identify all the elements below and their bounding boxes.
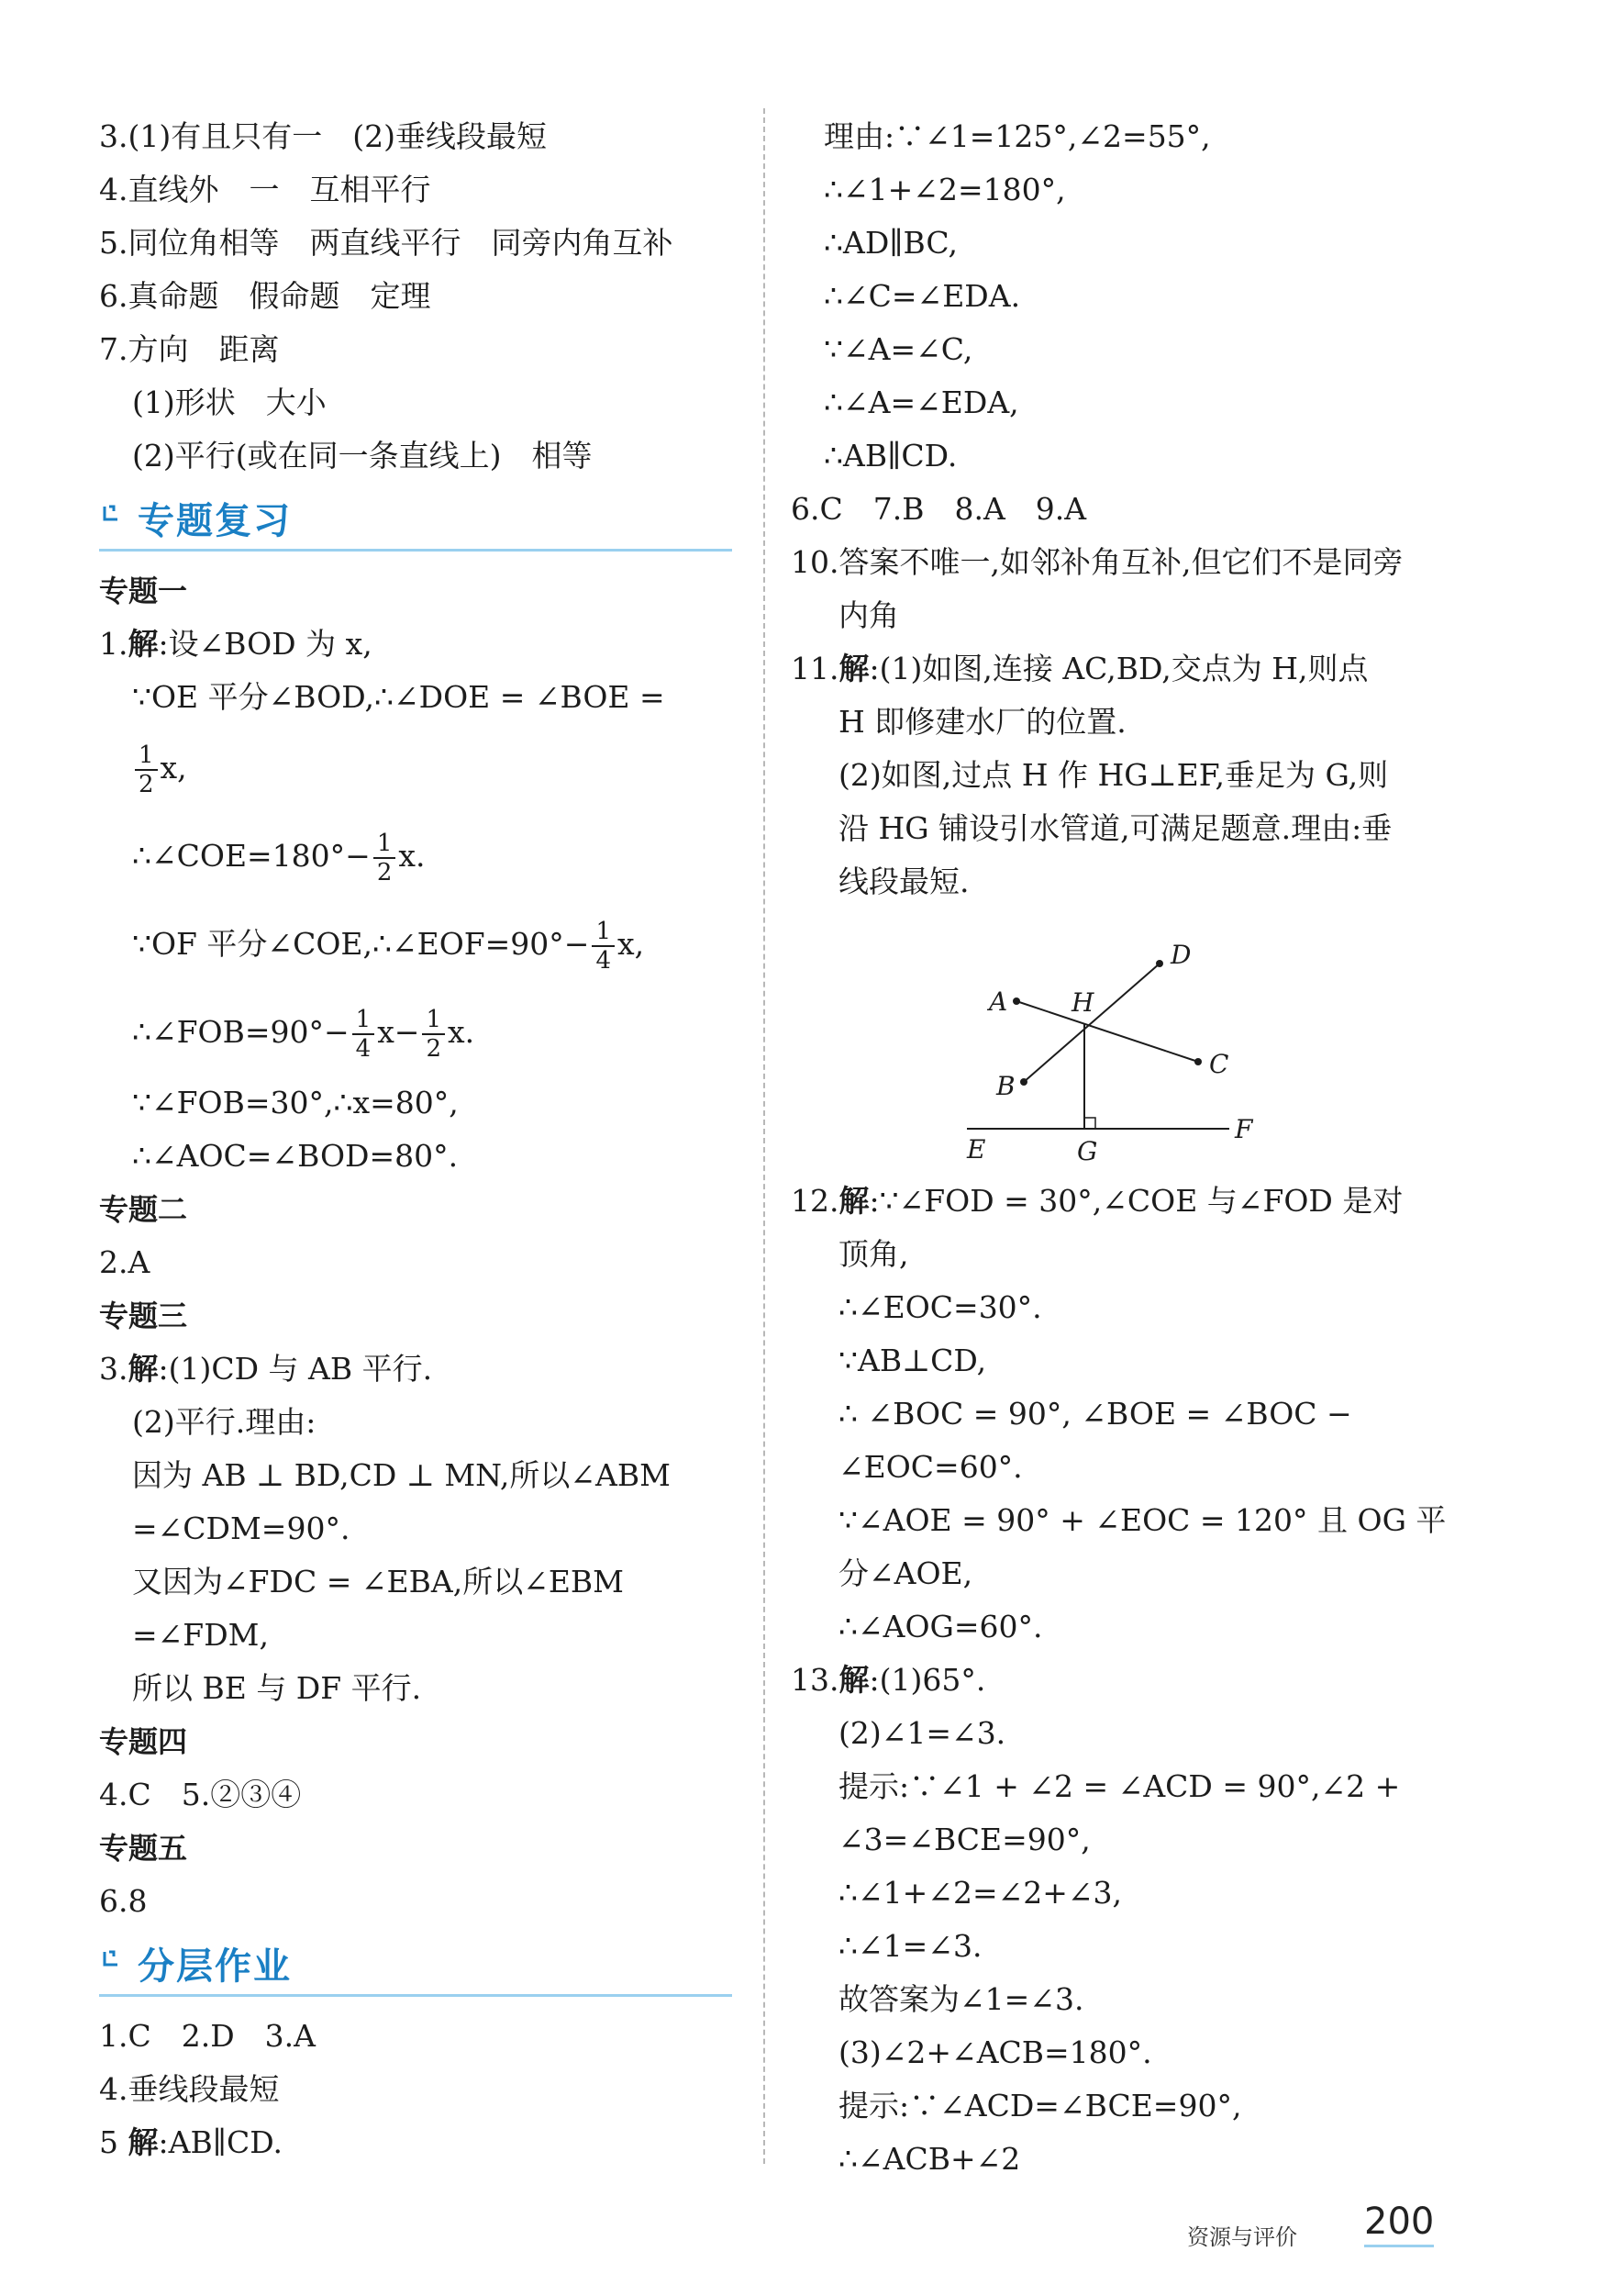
solution-label: 解 xyxy=(838,1662,870,1698)
solution-line: ∠3=∠BCE=90°, xyxy=(838,1822,1091,1857)
label-h: H xyxy=(1072,987,1094,1018)
solution-line: 理由:∵∠1=125°,∠2=55°, xyxy=(824,118,1211,154)
right-angle-mark xyxy=(1084,1118,1095,1129)
solution-line: 13.解:(1)65°. xyxy=(791,1662,986,1698)
fraction: $\frac{1}{2}$ xyxy=(422,1006,445,1063)
answer-line: 2.A xyxy=(99,1244,150,1280)
topic-heading: 专题一 xyxy=(99,574,188,608)
solution-label: 解 xyxy=(128,1351,159,1387)
answer-line: 7.方向 距离 xyxy=(99,331,280,367)
topic-heading: 专题四 xyxy=(99,1724,188,1759)
section-marker-icon xyxy=(103,1950,119,1967)
answer-line: 3.(1)有且只有一 (2)垂线段最短 xyxy=(99,118,547,154)
solution-line: ∴∠AOC=∠BOD=80°. xyxy=(132,1138,459,1174)
solution-line: 线段最短. xyxy=(838,864,970,899)
solution-line: =∠FDM, xyxy=(132,1617,269,1653)
answer-line: 6.C 7.B 8.A 9.A xyxy=(791,491,1087,527)
solution-label: 解 xyxy=(838,1183,870,1219)
solution-line: 1.解:设∠BOD 为 x, xyxy=(99,626,372,662)
topic-heading: 专题五 xyxy=(99,1831,188,1866)
solution-line: ∴∠1+∠2=180°, xyxy=(824,172,1066,207)
answer-line: 1.C 2.D 3.A xyxy=(99,2018,316,2054)
answer-line: 10.答案不唯一,如邻补角互补,但它们不是同旁 xyxy=(791,544,1404,580)
solution-line: ∴∠A=∠EDA, xyxy=(824,385,1019,420)
solution-line: 沿 HG 铺设引水管道,可满足题意.理由:垂 xyxy=(838,810,1393,846)
solution-line: ∵OE 平分∠BOD,∴∠DOE = ∠BOE = xyxy=(132,679,665,715)
topic-heading: 专题二 xyxy=(99,1192,188,1227)
solution-line: 5 解:AB∥CD. xyxy=(99,2124,283,2160)
fraction: $\frac{1}{4}$ xyxy=(592,918,615,975)
label-e: E xyxy=(967,1134,986,1165)
label-g: G xyxy=(1077,1136,1098,1166)
solution-line: ∴∠COE=180°− $\frac{1}{2}$ x. xyxy=(132,830,426,886)
point-d xyxy=(1156,960,1163,967)
solution-line: 11.解:(1)如图,连接 AC,BD,交点为 H,则点 xyxy=(791,651,1369,686)
solution-line: (2)平行.理由: xyxy=(132,1404,316,1440)
solution-line: ∴∠ACB+∠2 xyxy=(838,2141,1021,2177)
answer-line: 4.C 5.②③④ xyxy=(99,1777,302,1812)
solution-line: ∵OF 平分∠COE,∴∠EOF=90°− $\frac{1}{4}$ x, xyxy=(132,918,645,975)
label-d: D xyxy=(1171,940,1192,970)
section-header-homework xyxy=(99,1934,732,1997)
topic-heading: 专题三 xyxy=(99,1298,188,1333)
label-f: F xyxy=(1235,1114,1253,1144)
solution-line: (2)∠1=∠3. xyxy=(838,1715,1006,1751)
page-number: 200 xyxy=(1364,2201,1434,2247)
answer-line: 4.垂线段最短 xyxy=(99,2071,280,2107)
right-column xyxy=(791,110,1447,2186)
solution-line: ∴∠AOG=60°. xyxy=(838,1609,1043,1644)
answer-line: 6.8 xyxy=(99,1883,148,1919)
solution-line: 顶角, xyxy=(838,1236,909,1272)
solution-line: ∴∠EOC=30°. xyxy=(838,1289,1042,1325)
answer-line: (2)平行(或在同一条直线上) 相等 xyxy=(132,438,593,474)
section-marker-icon xyxy=(103,505,119,521)
solution-line: 12.解:∵∠FOD = 30°,∠COE 与∠FOD 是对 xyxy=(791,1183,1404,1219)
solution-label: 解 xyxy=(838,651,870,686)
section-title: 分层作业 xyxy=(138,1945,292,1988)
solution-line: 又因为∠FDC = ∠EBA,所以∠EBM xyxy=(132,1564,624,1599)
label-b: B xyxy=(996,1071,1016,1101)
solution-line: 提示:∵∠1 + ∠2 = ∠ACD = 90°,∠2 + xyxy=(838,1768,1401,1804)
solution-line: ∵AB⊥CD, xyxy=(838,1343,987,1378)
solution-line: =∠CDM=90°. xyxy=(132,1510,350,1546)
column-divider xyxy=(763,108,765,2164)
solution-line: ∵∠FOB=30°,∴x=80°, xyxy=(132,1085,459,1120)
geometry-diagram xyxy=(791,908,1433,1175)
solution-line: ∵∠AOE = 90° + ∠EOC = 120° 且 OG 平 xyxy=(838,1502,1447,1538)
solution-line: (3)∠2+∠ACB=180°. xyxy=(838,2034,1152,2070)
solution-label: 解 xyxy=(128,2124,159,2160)
point-b xyxy=(1020,1078,1027,1086)
solution-line: 提示:∵∠ACD=∠BCE=90°, xyxy=(838,2088,1242,2123)
answer-line: 6.真命题 假命题 定理 xyxy=(99,278,431,314)
answer-line: 5.同位角相等 两直线平行 同旁内角互补 xyxy=(99,225,673,261)
fraction: $\frac{1}{2}$ xyxy=(373,830,396,886)
geometry-figure xyxy=(791,908,1433,1175)
segment-bd xyxy=(1024,964,1160,1082)
solution-line: H 即修建水厂的位置. xyxy=(838,704,1127,740)
section-header-review xyxy=(99,488,732,552)
left-column xyxy=(99,110,732,2169)
fraction: $\frac{1}{4}$ xyxy=(352,1006,375,1063)
solution-line: (2)如图,过点 H 作 HG⊥EF,垂足为 G,则 xyxy=(838,757,1389,793)
solution-line: ∴∠1=∠3. xyxy=(838,1928,983,1964)
answer-line: 4.直线外 一 互相平行 xyxy=(99,172,431,207)
point-c xyxy=(1194,1058,1202,1065)
answer-line: (1)形状 大小 xyxy=(132,385,327,420)
solution-line: $\frac{1}{2}$ x, xyxy=(99,724,732,812)
solution-line: 所以 BE 与 DF 平行. xyxy=(132,1670,422,1706)
solution-line: 分∠AOE, xyxy=(838,1555,973,1591)
solution-line: 3.解:(1)CD 与 AB 平行. xyxy=(99,1351,433,1387)
solution-line: ∴ ∠BOC = 90°, ∠BOE = ∠BOC − xyxy=(838,1396,1352,1432)
footer-book-title: 资源与评价 xyxy=(1187,2224,1297,2250)
section-title: 专题复习 xyxy=(138,500,292,542)
solution-line: ∠EOC=60°. xyxy=(838,1449,1023,1485)
fraction: $\frac{1}{2}$ xyxy=(135,741,158,798)
label-a: A xyxy=(989,986,1008,1017)
solution-line: ∵∠A=∠C, xyxy=(824,331,973,367)
label-c: C xyxy=(1209,1049,1229,1079)
solution-line: ∴∠C=∠EDA. xyxy=(824,278,1021,314)
solution-line: ∴∠FOB=90°− $\frac{1}{4}$ x− $\frac{1}{2}$ x. xyxy=(132,1006,475,1063)
solution-line: ∴AD∥BC, xyxy=(824,225,958,261)
solution-line: 因为 AB ⊥ BD,CD ⊥ MN,所以∠ABM xyxy=(132,1457,671,1493)
answer-line: 内角 xyxy=(838,597,899,633)
solution-line: ∴AB∥CD. xyxy=(824,438,958,474)
solution-label: 解 xyxy=(128,626,159,662)
solution-line: 故答案为∠1=∠3. xyxy=(838,1981,1084,2017)
point-a xyxy=(1013,998,1020,1005)
solution-line: ∴∠1+∠2=∠2+∠3, xyxy=(838,1875,1123,1911)
